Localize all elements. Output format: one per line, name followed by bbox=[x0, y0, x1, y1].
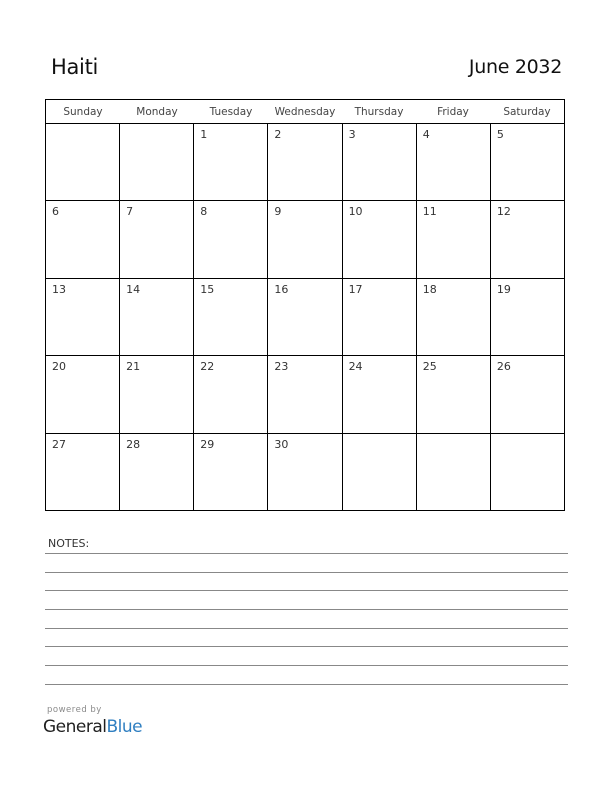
day-cell bbox=[491, 124, 564, 200]
day-cell bbox=[417, 201, 491, 277]
date-number: 25 bbox=[422, 360, 437, 374]
day-cell bbox=[46, 434, 120, 510]
note-line bbox=[45, 590, 568, 609]
day-cell bbox=[417, 356, 491, 432]
month-year-title: June 2032 bbox=[468, 56, 562, 78]
day-cell bbox=[268, 356, 342, 432]
generalblue-logo bbox=[43, 717, 142, 737]
date-number: 11 bbox=[422, 205, 437, 219]
day-cell bbox=[491, 279, 564, 355]
day-cell bbox=[120, 201, 194, 277]
date-number: 10 bbox=[348, 205, 363, 219]
week-row bbox=[46, 434, 564, 510]
date-number: 8 bbox=[200, 205, 208, 219]
note-line bbox=[45, 684, 568, 703]
day-cell bbox=[194, 434, 268, 510]
country-title: Haiti bbox=[51, 55, 99, 79]
notes-label: NOTES: bbox=[48, 537, 90, 550]
day-cell bbox=[491, 356, 564, 432]
date-number: 23 bbox=[274, 360, 289, 374]
day-cell bbox=[194, 279, 268, 355]
day-header-monday: Monday bbox=[136, 106, 178, 118]
day-cell bbox=[120, 124, 194, 200]
date-number: 6 bbox=[52, 205, 59, 219]
week-row bbox=[46, 279, 564, 356]
week-row bbox=[46, 124, 564, 201]
date-number: 7 bbox=[126, 205, 134, 219]
calendar-grid bbox=[45, 99, 565, 511]
date-number: 9 bbox=[274, 205, 282, 219]
day-cell bbox=[46, 356, 120, 432]
week-row bbox=[46, 356, 564, 433]
day-cell bbox=[46, 279, 120, 355]
day-cell bbox=[194, 201, 268, 277]
brand-blue-text: Blue bbox=[106, 717, 143, 737]
date-number: 21 bbox=[126, 360, 141, 374]
date-number: 16 bbox=[274, 282, 289, 296]
date-number: 2 bbox=[274, 128, 282, 141]
day-cell bbox=[491, 201, 564, 277]
day-header-sunday: Sunday bbox=[63, 106, 103, 118]
day-cell bbox=[491, 434, 564, 510]
date-number: 20 bbox=[52, 360, 66, 374]
day-cell bbox=[268, 201, 342, 277]
day-cell bbox=[194, 356, 268, 432]
day-cell bbox=[417, 124, 491, 200]
note-line bbox=[45, 572, 568, 591]
date-number: 5 bbox=[496, 128, 504, 141]
day-cell bbox=[120, 279, 194, 355]
day-cell bbox=[343, 279, 417, 355]
day-header-row bbox=[46, 100, 564, 124]
day-cell bbox=[46, 124, 120, 200]
note-line bbox=[45, 646, 568, 665]
day-header-wednesday: Wednesday bbox=[274, 106, 336, 118]
date-number: 4 bbox=[422, 128, 430, 141]
note-line bbox=[45, 665, 568, 684]
date-number: 27 bbox=[52, 437, 66, 451]
day-cell bbox=[194, 124, 268, 200]
calendar-weeks bbox=[46, 124, 564, 510]
day-cell bbox=[343, 124, 417, 200]
day-cell bbox=[268, 434, 342, 510]
date-number: 29 bbox=[200, 437, 215, 451]
day-cell bbox=[417, 434, 491, 510]
date-number: 18 bbox=[422, 282, 437, 296]
powered-by-text: powered by bbox=[47, 705, 102, 715]
day-cell bbox=[343, 201, 417, 277]
date-number: 13 bbox=[52, 282, 66, 296]
day-cell bbox=[46, 201, 120, 277]
day-header-thursday: Thursday bbox=[354, 106, 404, 118]
date-number: 24 bbox=[348, 360, 363, 374]
day-cell bbox=[417, 279, 491, 355]
brand-general-text: General bbox=[43, 717, 107, 737]
note-line bbox=[45, 628, 568, 647]
notes-lines bbox=[45, 553, 568, 703]
week-row bbox=[46, 201, 564, 278]
date-number: 14 bbox=[126, 282, 141, 296]
note-line bbox=[45, 553, 568, 572]
day-cell bbox=[343, 434, 417, 510]
date-number: 19 bbox=[496, 282, 511, 296]
day-cell bbox=[268, 279, 342, 355]
day-header-tuesday: Tuesday bbox=[209, 106, 253, 118]
date-number: 1 bbox=[200, 128, 208, 141]
date-number: 3 bbox=[348, 128, 356, 141]
note-line bbox=[45, 609, 568, 628]
date-number: 26 bbox=[496, 360, 511, 374]
day-cell bbox=[268, 124, 342, 200]
date-number: 22 bbox=[200, 360, 215, 374]
date-number: 12 bbox=[496, 205, 511, 219]
date-number: 15 bbox=[200, 282, 215, 296]
day-header-saturday: Saturday bbox=[503, 106, 551, 118]
day-header-friday: Friday bbox=[437, 106, 469, 118]
day-cell bbox=[120, 434, 194, 510]
day-cell bbox=[343, 356, 417, 432]
day-cell bbox=[120, 356, 194, 432]
date-number: 28 bbox=[126, 437, 141, 451]
date-number: 30 bbox=[274, 437, 289, 451]
date-number: 17 bbox=[348, 282, 363, 296]
